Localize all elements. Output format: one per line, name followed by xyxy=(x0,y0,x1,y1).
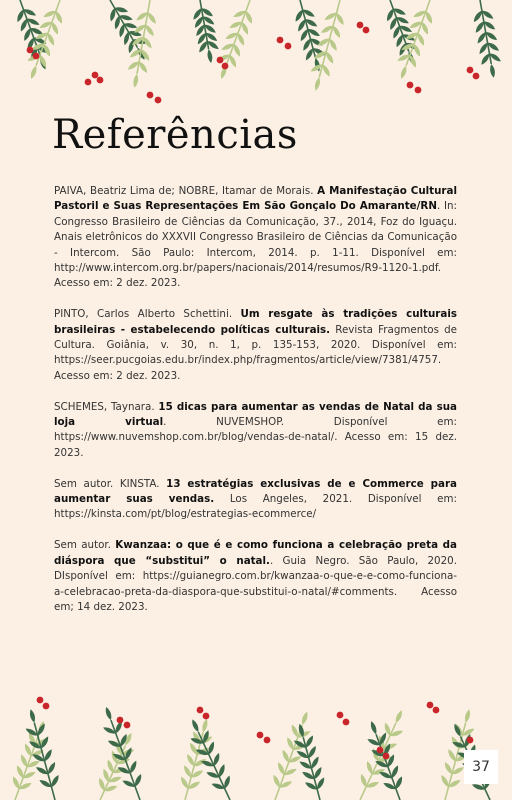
reference-details: . Guia Negro. São Paulo, 2020. DIsponível em: https://guianegro.com.br/kwanzaa-o-que-e-e-como-funciona-a-celebracao-preta-da-diaspora-que-substitui-o-natal/#comments. Acesso em; 14 dez. 2023. xyxy=(54,554,457,613)
reference-title: 13 estratégias exclusivas de e Commerce para aumentar suas vendas. xyxy=(54,477,457,506)
reference-details: Los Angeles, 2021. Disponível em: https://kinsta.com/pt/blog/estrategias-ecommerce/ xyxy=(54,493,457,521)
reference-item-2 xyxy=(54,307,457,384)
reference-item-1 xyxy=(54,184,457,292)
reference-details: Revista Fragmentos de Cultura. Goiânia, v. 30, n. 1, p. 135-153, 2020. Disponível em: https://seer.pucgoias.edu.br/index.php/fragmentos/article/view/7381/4757. Acesso em: 2 dez. 2023. xyxy=(54,323,457,382)
holly-garland-bottom-icon xyxy=(0,680,512,800)
page-title: Referências xyxy=(52,112,298,158)
reference-authors: PINTO, Carlos Alberto Schettini. xyxy=(54,308,233,321)
reference-authors: SCHEMES, Taynara. xyxy=(54,400,155,413)
reference-item-3 xyxy=(54,400,457,462)
page-number: 37 xyxy=(464,750,498,784)
reference-item-4 xyxy=(54,477,457,523)
holly-garland-top-icon xyxy=(0,0,512,110)
reference-details: . In: Congresso Brasileiro de Ciências da Comunicação, 37., 2014, Foz do Iguaçu. Anais eletrônicos do XXXVII Congresso Brasileiro de Ciências da Comunicação - Intercom. São Paulo: Intercom, 2014. p. 1-11. Disponível em: http://www.intercom.org.br/papers/nacionais/2014/resumos/R9-1120-1.pdf. Acesso em: 2 dez. 2023. xyxy=(54,200,457,290)
reference-title: A Manifestação Cultural Pastoril e Suas Representações Em São Gonçalo Do Amarante/RN xyxy=(54,185,457,213)
reference-title: Um resgate às tradições culturais brasileiras - estabelecendo políticas culturais. xyxy=(54,308,457,336)
reference-title: Kwanzaa: o que é e como funciona a celebração preta da diáspora que “substitui” o natal. xyxy=(54,539,457,567)
reference-authors: PAIVA, Beatriz Lima de; NOBRE, Itamar de Morais. xyxy=(54,185,314,197)
reference-details: . NUVEMSHOP. Disponível em: https://www.nuvemshop.com.br/blog/vendas-de-natal/. Acesso em: 15 dez. 2023. xyxy=(54,416,457,459)
reference-authors: Sem autor. xyxy=(54,539,111,552)
reference-title: 15 dicas para aumentar as vendas de Natal da sua loja virtual xyxy=(54,400,457,429)
reference-list xyxy=(54,184,457,631)
reference-authors: Sem autor. KINSTA. xyxy=(54,477,160,490)
reference-item-5 xyxy=(54,538,457,615)
